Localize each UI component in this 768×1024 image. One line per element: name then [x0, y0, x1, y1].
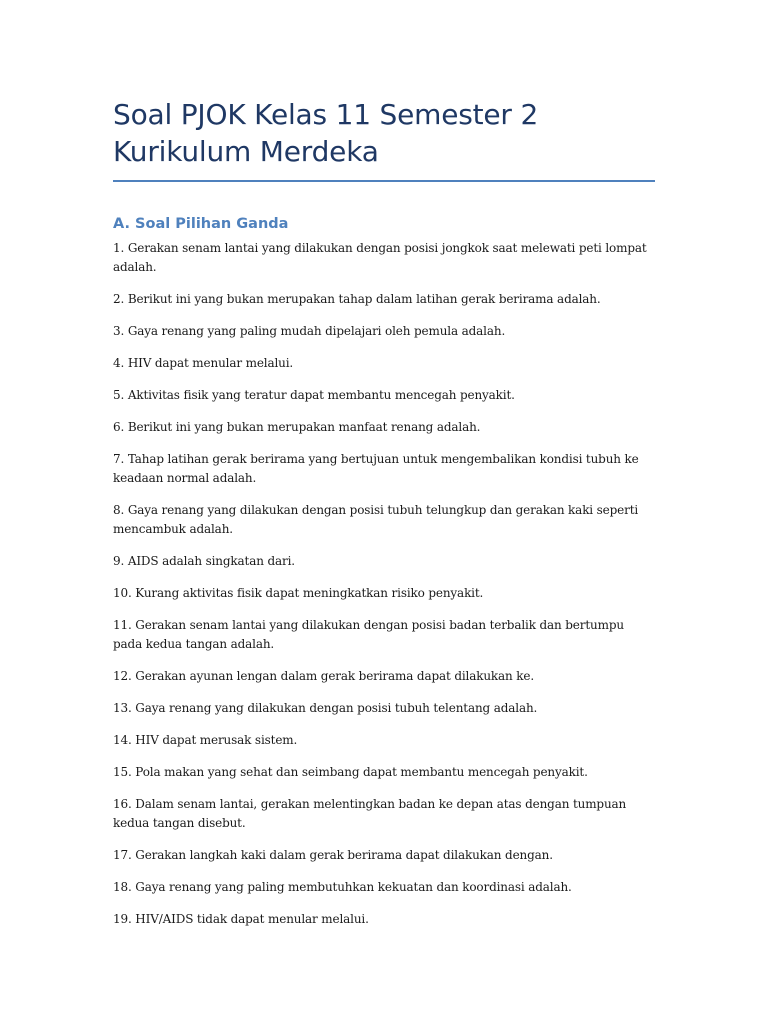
question-item: 13. Gaya renang yang dilakukan dengan posisi tubuh telentang adalah.: [113, 701, 538, 715]
question-item: 1. Gerakan senam lantai yang dilakukan dengan posisi jongkok saat melewati peti lompat adalah.: [113, 241, 647, 274]
document-title-line-1: Soal PJOK Kelas 11 Semester 2: [113, 98, 539, 131]
question-item: 17. Gerakan langkah kaki dalam gerak berirama dapat dilakukan dengan.: [113, 848, 553, 862]
question-item: 8. Gaya renang yang dilakukan dengan posisi tubuh telungkup dan gerakan kaki seperti mencambuk adalah.: [113, 503, 639, 536]
question-item: 18. Gaya renang yang paling membutuhkan kekuatan dan koordinasi adalah.: [113, 880, 572, 894]
document-page: [113, 96, 655, 942]
question-item: 6. Berikut ini yang bukan merupakan manfaat renang adalah.: [113, 420, 481, 434]
question-item: 9. AIDS adalah singkatan dari.: [113, 554, 295, 568]
question-list: [113, 239, 655, 929]
question-item: 10. Kurang aktivitas fisik dapat meningkatkan risiko penyakit.: [113, 586, 484, 600]
question-item: 7. Tahap latihan gerak berirama yang bertujuan untuk mengembalikan kondisi tubuh ke keadaan normal adalah.: [113, 452, 639, 485]
question-item: 19. HIV/AIDS tidak dapat menular melalui.: [113, 912, 369, 926]
question-item: 2. Berikut ini yang bukan merupakan tahap dalam latihan gerak berirama adalah.: [113, 292, 601, 306]
title-divider: [113, 180, 655, 182]
question-item: 3. Gaya renang yang paling mudah dipelajari oleh pemula adalah.: [113, 324, 506, 338]
question-item: 15. Pola makan yang sehat dan seimbang dapat membantu mencegah penyakit.: [113, 765, 588, 779]
section-heading: A. Soal Pilihan Ganda: [113, 216, 289, 232]
question-item: 4. HIV dapat menular melalui.: [113, 356, 294, 370]
document-title-line-2: Kurikulum Merdeka: [113, 135, 379, 168]
question-item: 12. Gerakan ayunan lengan dalam gerak berirama dapat dilakukan ke.: [113, 669, 535, 683]
question-item: 16. Dalam senam lantai, gerakan melentingkan badan ke depan atas dengan tumpuan kedua tangan disebut.: [113, 797, 627, 830]
question-item: 14. HIV dapat merusak sistem.: [113, 733, 298, 747]
question-item: 5. Aktivitas fisik yang teratur dapat membantu mencegah penyakit.: [113, 388, 515, 402]
document-title: [113, 96, 655, 170]
question-item: 11. Gerakan senam lantai yang dilakukan dengan posisi badan terbalik dan bertumpu pada kedua tangan adalah.: [113, 618, 624, 651]
